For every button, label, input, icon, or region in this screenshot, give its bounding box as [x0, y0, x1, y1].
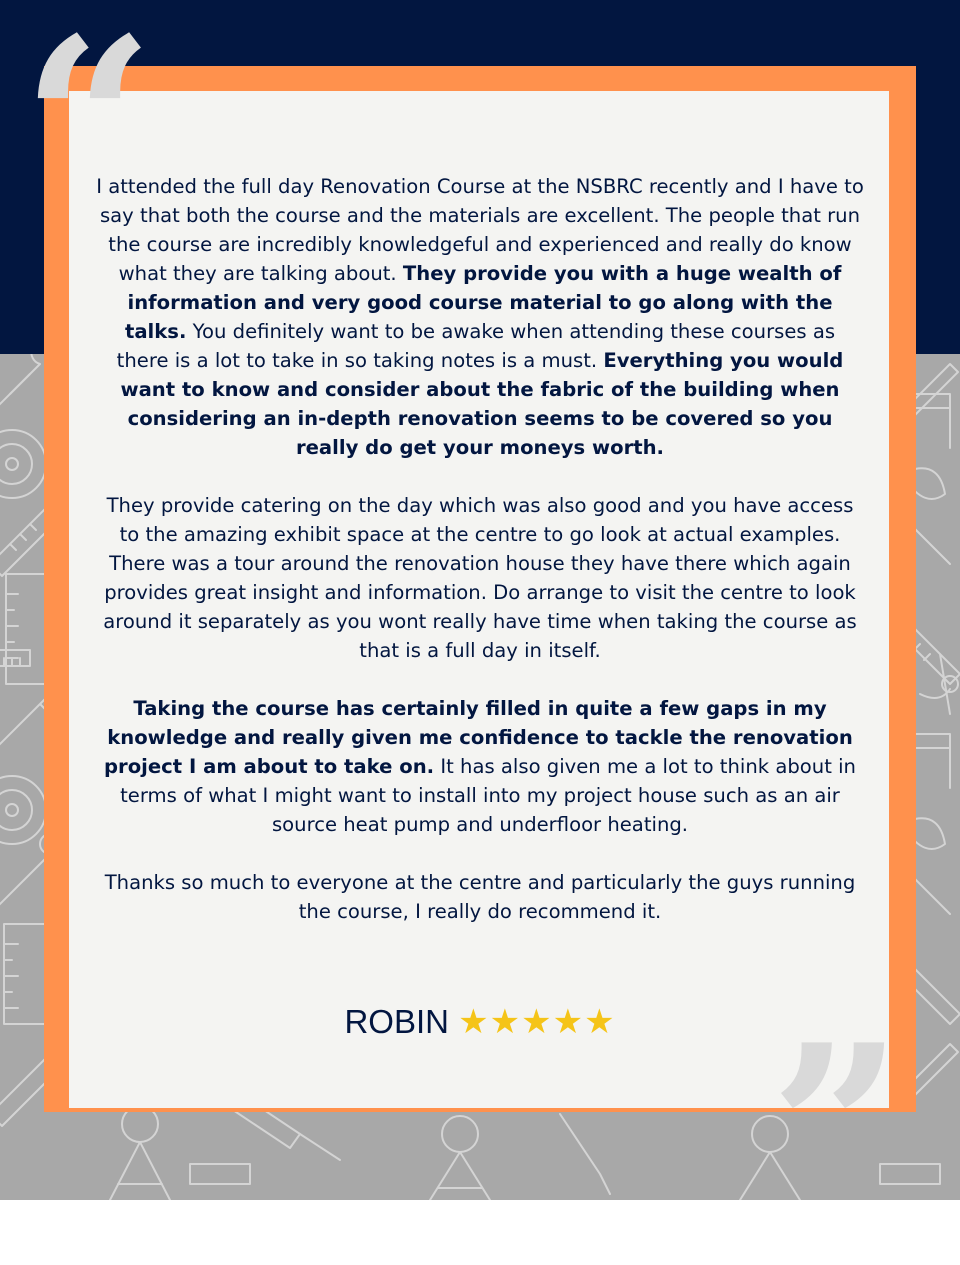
close-quote-icon: ”: [770, 995, 889, 1265]
paragraph-1-highlight-b: Everything you would want to know and consider about the fabric of the building when considering an in-depth renovation seems to be covered so you really do get your moneys worth.: [120, 349, 844, 459]
paragraph-1-text-a: I attended the full day Renovation Course at the NSBRC recently and I have to say that both the course and the materials are excellent. The people that run the course are incredibly knowledgeful and experienced and really do know what they are talking about.: [96, 175, 864, 285]
paragraph-3-text: It has also given me a lot to think about in terms of what I might want to install into my project house such as an air source heat pump and underfloor heating.: [120, 755, 856, 836]
compass-icon: [110, 1106, 170, 1200]
drill-icon: [920, 654, 958, 714]
testimonial-paragraph-2: They provide catering on the day which was also good and you have access to the amazing exhibit space at the centre to go look at actual examples. There was a tour around the renovation house they have there which again provides great insight and information. Do arrange to visit the centre to look around it separately as you wont really have time when taking the course as that is a full day in itself.: [103, 494, 857, 662]
compass-icon: [430, 1116, 490, 1200]
paragraph-1-highlight-a: They provide you with a huge wealth of information and very good course material to go along with the talks.: [124, 262, 842, 343]
author-name: ROBIN: [344, 1003, 449, 1040]
open-quote-icon: “: [22, 0, 141, 258]
testimonial-paragraph-1: [96, 172, 864, 462]
testimonial-text: [96, 172, 864, 955]
measuring-tape-icon: [0, 430, 46, 498]
ruler-icon: [190, 1164, 250, 1184]
star-rating-icon: ★★★★★: [458, 1003, 616, 1041]
testimonial-paragraph-3: [96, 694, 864, 839]
paragraph-3-highlight: Taking the course has certainly filled in quite a few gaps in my knowledge and really given me confidence to tackle the renovation project I am about to take on.: [104, 697, 853, 778]
ruler-icon: [880, 1164, 940, 1184]
screwdriver-icon: [560, 1114, 610, 1194]
testimonial-paragraph-4: Thanks so much to everyone at the centre and particularly the guys running the course, I really do recommend it.: [104, 871, 856, 923]
paragraph-1-text-b: You definitely want to be awake when attending these courses as there is a lot to take in so taking notes is a must.: [116, 320, 836, 372]
measuring-tape-icon: [0, 776, 46, 844]
ruler-icon: [6, 574, 46, 684]
